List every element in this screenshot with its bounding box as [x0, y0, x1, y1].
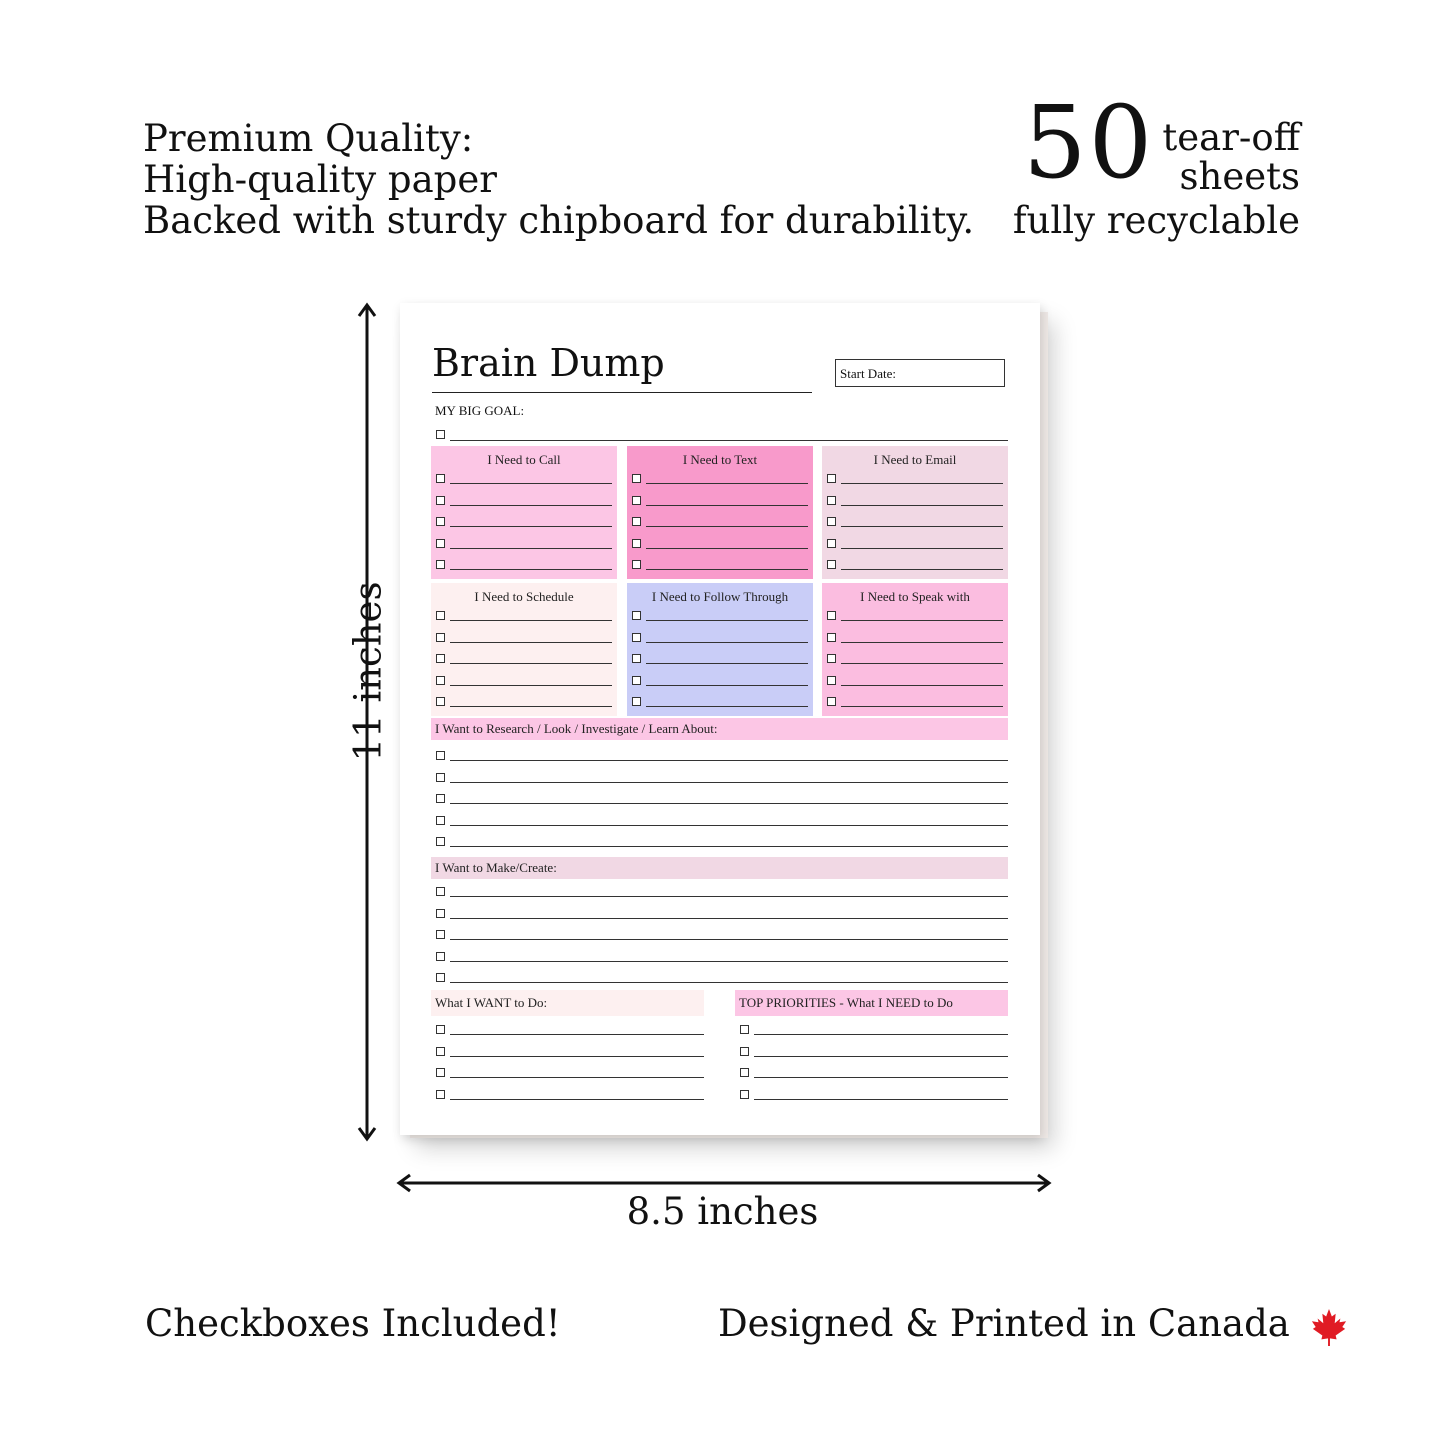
- want-item-checkbox[interactable]: [436, 1047, 445, 1056]
- height-label: 11 inches: [346, 581, 390, 762]
- planner-title: Brain Dump: [432, 341, 665, 385]
- goal-checkbox[interactable]: [436, 430, 445, 439]
- quality-description: [143, 118, 974, 241]
- priority-item-checkbox[interactable]: [740, 1047, 749, 1056]
- follow-through-item-checkbox[interactable]: [632, 697, 641, 706]
- title-underline: [432, 392, 812, 393]
- research-item-checkbox[interactable]: [436, 837, 445, 846]
- schedule-item-line[interactable]: [450, 706, 612, 707]
- research-item-checkbox[interactable]: [436, 773, 445, 782]
- priority-item-line[interactable]: [754, 1099, 1008, 1100]
- call-item-checkbox[interactable]: [436, 560, 445, 569]
- speak-with-item-checkbox[interactable]: [827, 633, 836, 642]
- want-item-line[interactable]: [450, 1099, 704, 1100]
- quality-line-2: High-quality paper: [143, 158, 497, 201]
- make-item-checkbox[interactable]: [436, 887, 445, 896]
- call-item-line[interactable]: [450, 526, 612, 527]
- schedule-item-line[interactable]: [450, 663, 612, 664]
- speak-with-item-line[interactable]: [841, 663, 1003, 664]
- priority-item-checkbox[interactable]: [740, 1025, 749, 1034]
- schedule-item-checkbox[interactable]: [436, 697, 445, 706]
- start-date-field[interactable]: Start Date:: [835, 359, 1005, 387]
- speak-with-box-label: I Need to Speak with: [860, 589, 970, 604]
- email-item-line[interactable]: [841, 483, 1003, 484]
- make-item-line[interactable]: [450, 896, 1008, 897]
- research-item-line[interactable]: [450, 760, 1008, 761]
- recyclable-text: fully recyclable: [1012, 199, 1300, 242]
- text-item-checkbox[interactable]: [632, 474, 641, 483]
- make-item-checkbox[interactable]: [436, 952, 445, 961]
- call-item-line[interactable]: [450, 548, 612, 549]
- make-item-checkbox[interactable]: [436, 973, 445, 982]
- follow-through-box: [627, 583, 813, 716]
- text-item-line[interactable]: [646, 569, 808, 570]
- speak-with-item-line[interactable]: [841, 685, 1003, 686]
- text-item-checkbox[interactable]: [632, 517, 641, 526]
- email-item-checkbox[interactable]: [827, 560, 836, 569]
- follow-through-item-checkbox[interactable]: [632, 611, 641, 620]
- call-item-line[interactable]: [450, 569, 612, 570]
- priority-item-checkbox[interactable]: [740, 1068, 749, 1077]
- research-item-checkbox[interactable]: [436, 751, 445, 760]
- research-item-checkbox[interactable]: [436, 816, 445, 825]
- want-item-checkbox[interactable]: [436, 1068, 445, 1077]
- follow-through-item-line[interactable]: [646, 706, 808, 707]
- follow-through-item-line[interactable]: [646, 663, 808, 664]
- text-box-label: I Need to Text: [682, 452, 758, 467]
- sheet-count: 50: [1023, 84, 1155, 201]
- speak-with-item-line[interactable]: [841, 620, 1003, 621]
- research-item-line[interactable]: [450, 846, 1008, 847]
- text-item-line[interactable]: [646, 505, 808, 506]
- maple-leaf-icon: [1310, 1307, 1348, 1347]
- schedule-item-line[interactable]: [450, 642, 612, 643]
- call-item-line[interactable]: [450, 505, 612, 506]
- speak-with-item-checkbox[interactable]: [827, 654, 836, 663]
- schedule-item-line[interactable]: [450, 685, 612, 686]
- call-item-checkbox[interactable]: [436, 496, 445, 505]
- follow-through-box-label: I Need to Follow Through: [651, 589, 789, 604]
- text-item-checkbox[interactable]: [632, 560, 641, 569]
- checkboxes-included-text: Checkboxes Included!: [145, 1302, 561, 1345]
- research-item-checkbox[interactable]: [436, 794, 445, 803]
- email-item-line[interactable]: [841, 548, 1003, 549]
- schedule-item-checkbox[interactable]: [436, 611, 445, 620]
- priorities-header: TOP PRIORITIES - What I NEED to Do: [735, 990, 1008, 1016]
- email-item-line[interactable]: [841, 569, 1003, 570]
- want-header: What I WANT to Do:: [431, 990, 704, 1016]
- follow-through-item-checkbox[interactable]: [632, 654, 641, 663]
- sheet-count-caption: [1160, 118, 1300, 196]
- text-item-line[interactable]: [646, 483, 808, 484]
- priority-item-line[interactable]: [754, 1034, 1008, 1035]
- email-item-line[interactable]: [841, 505, 1003, 506]
- call-item-checkbox[interactable]: [436, 517, 445, 526]
- text-item-line[interactable]: [646, 526, 808, 527]
- want-item-line[interactable]: [450, 1056, 704, 1057]
- call-item-checkbox[interactable]: [436, 539, 445, 548]
- make-header: I Want to Make/Create:: [431, 857, 1008, 879]
- speak-with-item-checkbox[interactable]: [827, 611, 836, 620]
- email-item-line[interactable]: [841, 526, 1003, 527]
- want-item-checkbox[interactable]: [436, 1025, 445, 1034]
- schedule-item-checkbox[interactable]: [436, 654, 445, 663]
- follow-through-item-line[interactable]: [646, 620, 808, 621]
- make-item-line[interactable]: [450, 918, 1008, 919]
- make-item-checkbox[interactable]: [436, 930, 445, 939]
- speak-with-item-line[interactable]: [841, 642, 1003, 643]
- speak-with-item-checkbox[interactable]: [827, 697, 836, 706]
- goal-line[interactable]: [450, 440, 1008, 441]
- email-item-checkbox[interactable]: [827, 496, 836, 505]
- follow-through-item-checkbox[interactable]: [632, 633, 641, 642]
- schedule-box: [431, 583, 617, 716]
- text-item-checkbox[interactable]: [632, 496, 641, 505]
- follow-through-item-checkbox[interactable]: [632, 676, 641, 685]
- email-box: [822, 446, 1008, 579]
- call-item-checkbox[interactable]: [436, 474, 445, 483]
- research-header: I Want to Research / Look / Investigate / Learn About:: [431, 718, 1008, 740]
- email-item-checkbox[interactable]: [827, 517, 836, 526]
- notepad: [400, 303, 1040, 1135]
- research-item-line[interactable]: [450, 825, 1008, 826]
- quality-line-1: Premium Quality:: [143, 117, 474, 160]
- big-goal-label: MY BIG GOAL:: [435, 403, 525, 418]
- priority-item-checkbox[interactable]: [740, 1090, 749, 1099]
- call-item-line[interactable]: [450, 483, 612, 484]
- priority-item-line[interactable]: [754, 1077, 1008, 1078]
- made-in-canada-text: Designed & Printed in Canada: [718, 1302, 1290, 1345]
- follow-through-item-line[interactable]: [646, 642, 808, 643]
- want-item-checkbox[interactable]: [436, 1090, 445, 1099]
- text-box: [627, 446, 813, 579]
- made-in-canada: [718, 1302, 1348, 1347]
- email-box-label: I Need to Email: [873, 452, 957, 467]
- speak-with-item-checkbox[interactable]: [827, 676, 836, 685]
- schedule-item-line[interactable]: [450, 620, 612, 621]
- schedule-box-label: I Need to Schedule: [474, 589, 574, 604]
- sheets-text: sheets: [1179, 155, 1300, 198]
- text-item-line[interactable]: [646, 548, 808, 549]
- tear-off-text: tear-off: [1162, 116, 1300, 159]
- want-item-line[interactable]: [450, 1077, 704, 1078]
- make-item-line[interactable]: [450, 961, 1008, 962]
- priority-item-line[interactable]: [754, 1056, 1008, 1057]
- schedule-item-checkbox[interactable]: [436, 633, 445, 642]
- research-item-line[interactable]: [450, 803, 1008, 804]
- call-box-label: I Need to Call: [487, 452, 561, 467]
- email-item-checkbox[interactable]: [827, 474, 836, 483]
- follow-through-item-line[interactable]: [646, 685, 808, 686]
- schedule-item-checkbox[interactable]: [436, 676, 445, 685]
- speak-with-box: [822, 583, 1008, 716]
- make-item-line[interactable]: [450, 939, 1008, 940]
- quality-line-3: Backed with sturdy chipboard for durability.: [143, 199, 975, 242]
- brain-dump-sheet: [400, 303, 1040, 1135]
- width-label: 8.5 inches: [626, 1190, 819, 1233]
- research-item-line[interactable]: [450, 782, 1008, 783]
- text-item-checkbox[interactable]: [632, 539, 641, 548]
- make-item-line[interactable]: [450, 982, 1008, 983]
- speak-with-item-line[interactable]: [841, 706, 1003, 707]
- make-item-checkbox[interactable]: [436, 909, 445, 918]
- call-box: [431, 446, 617, 579]
- want-item-line[interactable]: [450, 1034, 704, 1035]
- email-item-checkbox[interactable]: [827, 539, 836, 548]
